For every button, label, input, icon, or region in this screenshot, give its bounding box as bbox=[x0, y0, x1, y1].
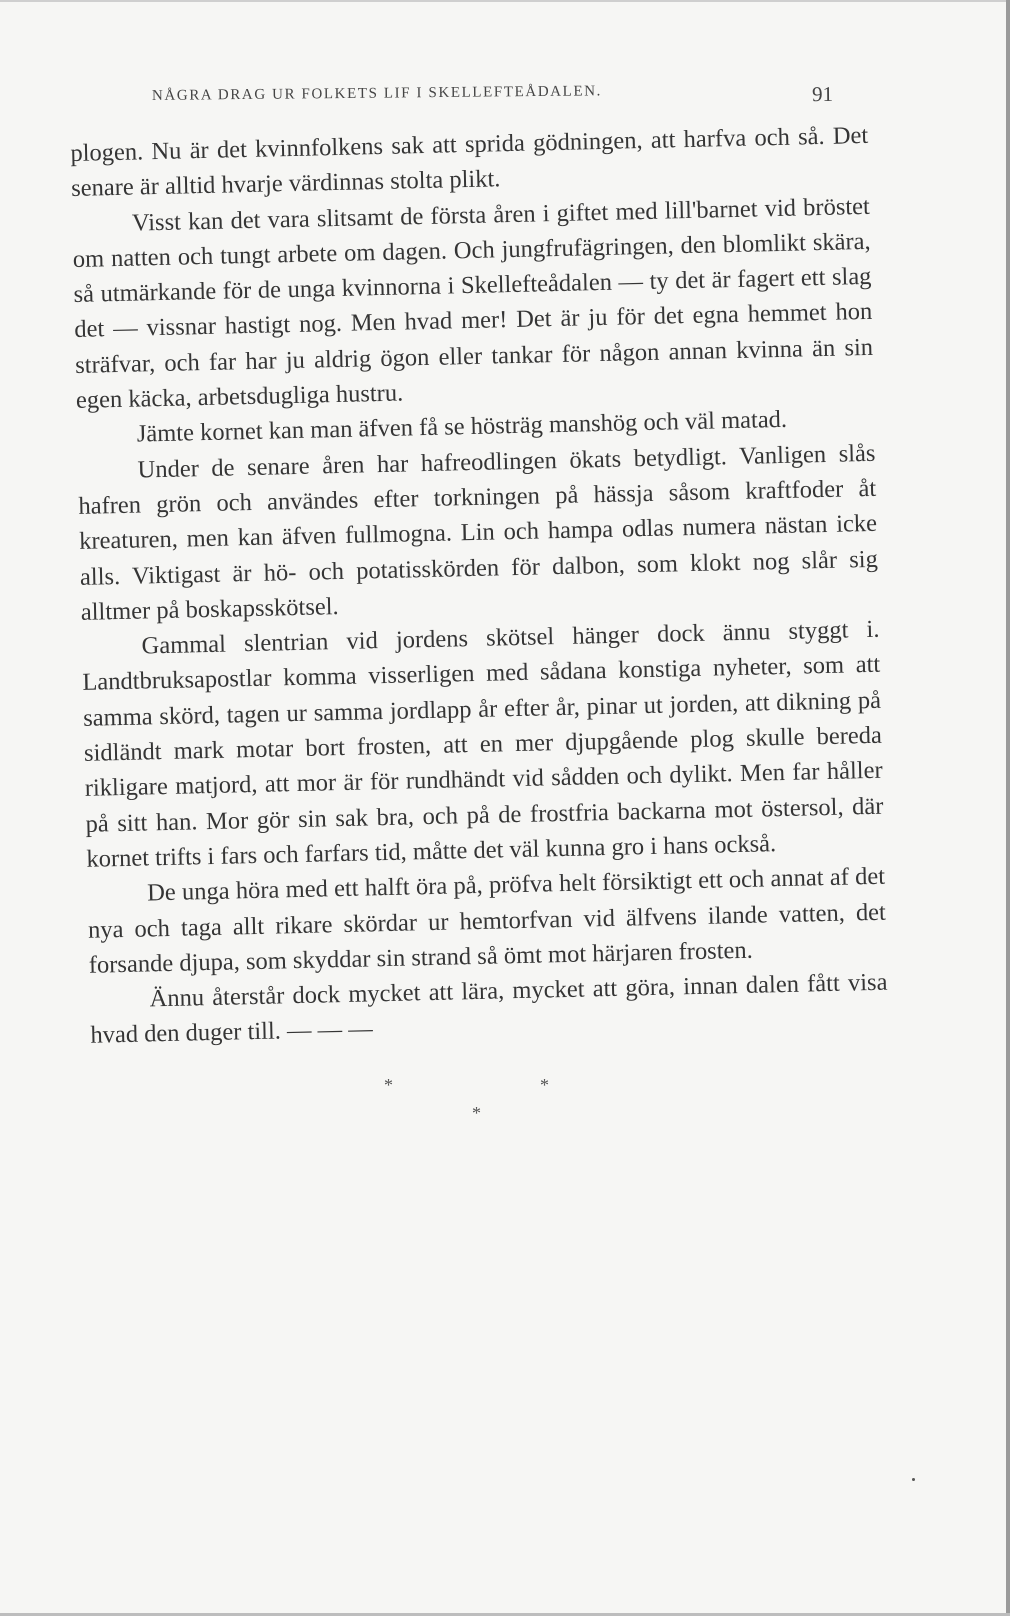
paragraph: De unga höra med ett halft öra på, pröfva helt försiktigt ett och annat af det nya och taga allt rikare skördar ur hemtorfvan vid älfvens ilande vatten, det forsande djupa, som skyddar sin strand så ömt mot härjaren frosten. bbox=[87, 862, 887, 979]
asterisk-ornament-left: * bbox=[384, 1075, 393, 1096]
running-head: NÅGRA DRAG UR FOLKETS LIF I SKELLEFTEÅDALEN. bbox=[151, 83, 603, 104]
paragraph: Under de senare åren har hafreodlingen ökats betydligt. Vanligen slås hafren grön och användes efter torkningen på hässja såsom kraftfoder åt kreaturen, men kan äfven fullmogna. Lin och hampa odlas numera nästan icke alls. Viktigast är hö- och potatisskörden för dalbon, som klokt nog slår sig alltmer på boskapsskötsel. bbox=[78, 439, 879, 626]
page-number: 91 bbox=[811, 81, 834, 107]
paragraph: Jämte kornet kan man äfven få se hösträg manshög och väl matad. bbox=[136, 406, 788, 448]
asterisk-ornament-center: * bbox=[472, 1103, 481, 1124]
paragraph: Visst kan det vara slitsamt de första åren i giftet med lill'barnet vid bröstet om natten och tungt arbete om dagen. Och jungfrufägringen, den blomlikt skära, så utmärkande för de unga kvinnorna i Skellefteådalen — ty det är fagert ett slag det — vissnar hastigt nog. Men hvad mer! Det är ju för det egna hemmet hon sträfvar, och far har ju aldrig ögon eller tankar för någon annan kvinna än sin egen käcka, arbetsdugliga hustru. bbox=[72, 192, 874, 415]
body-text bbox=[70, 118, 889, 1054]
paragraph: Gammal slentrian vid jordens skötsel hänger dock ännu styggt i. Landtbruksapostlar komma visserligen med sådana konstiga nyheter, som att samma skörd, tagen ur samma jordlapp år efter år, pinar ut jorden, att dikning på sidländt mark motar bort frosten, att en mer djupgående plog skulle bereda rikligare matjord, att mor är för rundhändt vid sådden och dylikt. Men far håller på sitt han. Mor gör sin sak bra, och på de frostfria backarna mot östersol, där kornet trifts i fars och farfars tid, måtte det väl kunna gro i hans också. bbox=[82, 615, 884, 873]
paragraph: Ännu återstår dock mycket att lära, mycket att göra, innan dalen fått visa hvad den duger till. — — — bbox=[90, 968, 888, 1050]
asterisk-ornament-right: * bbox=[540, 1075, 549, 1096]
page-top-edge bbox=[0, 0, 1010, 2]
page-right-edge bbox=[1006, 0, 1010, 1616]
paper-speck bbox=[912, 1478, 915, 1481]
paragraph: plogen. Nu är det kvinnfolkens sak att sprida gödningen, att harfva och så. Det senare är alltid hvarje värdinnas stolta plikt. bbox=[70, 121, 869, 203]
